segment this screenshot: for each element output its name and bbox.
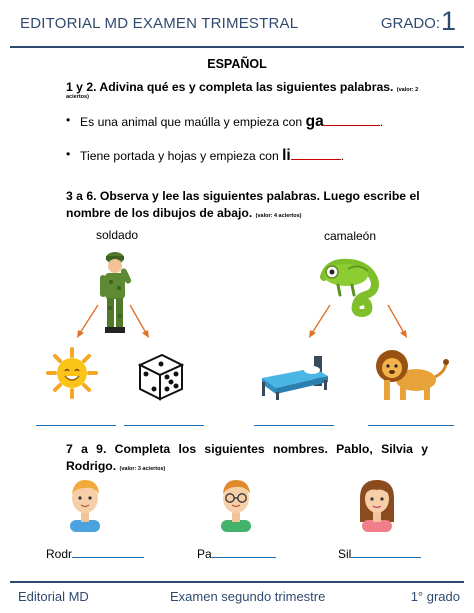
dice-icon	[134, 349, 188, 403]
lion-icon	[374, 344, 452, 406]
question-3-value: (valor: 3 aciertos)	[119, 466, 166, 472]
item-1-hint: ga	[305, 113, 324, 130]
exam-page: EDITORIAL MD EXAMEN TRIMESTRAL GRADO: 1 ESPAÑOL 1 y 2. Adivina qué es y completa las siguientes palabras. (valor: 2 aciertos) • Es una animal que maúlla y empieza con ga . • Tiene portada y hojas y empieza con li . 3 a 6. Observa y lee las siguientes palabras. Luego escribe el nombre de los dibujos de abajo. (valor: 4 aciertos) soldado camaleón 7 a 9. Completa los siguientes nombres. Pablo, Silvia y Rodrigo. (valor: 3 aciertos) Rodr Pa Sil Editorial MD Examen segundo trimestre 1° grado	[0, 0, 474, 613]
name-blank-rodrigo[interactable]	[72, 546, 144, 558]
name-blank-silvia[interactable]	[351, 546, 421, 558]
word-soldado: soldado	[96, 228, 139, 242]
footer-right: 1° grado	[410, 589, 460, 604]
page-header	[0, 0, 474, 48]
boy-glasses-icon	[216, 476, 256, 532]
header-grade-number: 1	[440, 6, 456, 36]
question-2-value: (valor: 4 aciertos)	[255, 213, 302, 219]
header-grade-label: GRADO:	[380, 15, 440, 32]
arrows-chameleon	[296, 303, 416, 343]
header-divider	[10, 46, 464, 48]
answer-line-sun[interactable]	[36, 425, 116, 426]
question-2-line-1: 3 a 6. Observa y lee las siguientes palabras. Luego escribe el	[66, 189, 420, 203]
question-2-line-2: nombre de los dibujos de abajo.	[66, 206, 253, 220]
name-prefix-pa: Pa	[197, 547, 212, 561]
bullet-dot: •	[66, 147, 71, 161]
question-1-value-a: (valor: 2	[396, 87, 419, 93]
question-3-title	[66, 441, 428, 478]
question-1-text: 1 y 2. Adivina qué es y completa las siguientes palabras.	[66, 80, 394, 94]
question-3-line-2: Rodrigo.	[66, 459, 117, 473]
footer-divider	[10, 581, 464, 583]
answer-line-lion[interactable]	[368, 425, 454, 426]
answer-line-bed[interactable]	[254, 425, 334, 426]
question-1-title	[66, 79, 436, 99]
girl-icon	[356, 476, 398, 532]
answer-line-dice[interactable]	[124, 425, 204, 426]
item-1-blank[interactable]	[324, 114, 380, 126]
item-1-text: Es una animal que maúlla y empieza con	[80, 115, 303, 129]
header-title: EDITORIAL MD EXAMEN TRIMESTRAL	[20, 15, 299, 32]
item-2-text: Tiene portada y hojas y empieza con	[80, 149, 279, 163]
question-3-line-1: 7 a 9. Completa los siguientes nombres. Pablo, Silvia y	[66, 442, 428, 456]
bed-icon	[258, 352, 334, 402]
name-field-silvia[interactable]	[338, 546, 421, 561]
bullet-dot: •	[66, 113, 71, 127]
question-2-title	[66, 188, 446, 225]
name-prefix-rodr: Rodr	[46, 547, 73, 561]
name-field-rodrigo[interactable]	[46, 546, 144, 561]
question-1-value-b: aciertos)	[66, 94, 89, 100]
word-camaleon: camaleón	[324, 229, 377, 243]
name-prefix-sil: Sil	[338, 547, 352, 561]
sun-icon	[46, 347, 98, 399]
arrows-soldier	[70, 303, 160, 343]
name-field-pablo[interactable]	[197, 546, 276, 561]
item-2-blank[interactable]	[291, 148, 341, 160]
subject-title: ESPAÑOL	[207, 57, 267, 71]
footer-left: Editorial MD	[18, 589, 89, 604]
footer-center: Examen segundo trimestre	[170, 589, 326, 604]
boy-blond-icon	[66, 476, 104, 532]
name-blank-pablo[interactable]	[212, 546, 276, 558]
item-2-hint: li	[282, 147, 291, 164]
